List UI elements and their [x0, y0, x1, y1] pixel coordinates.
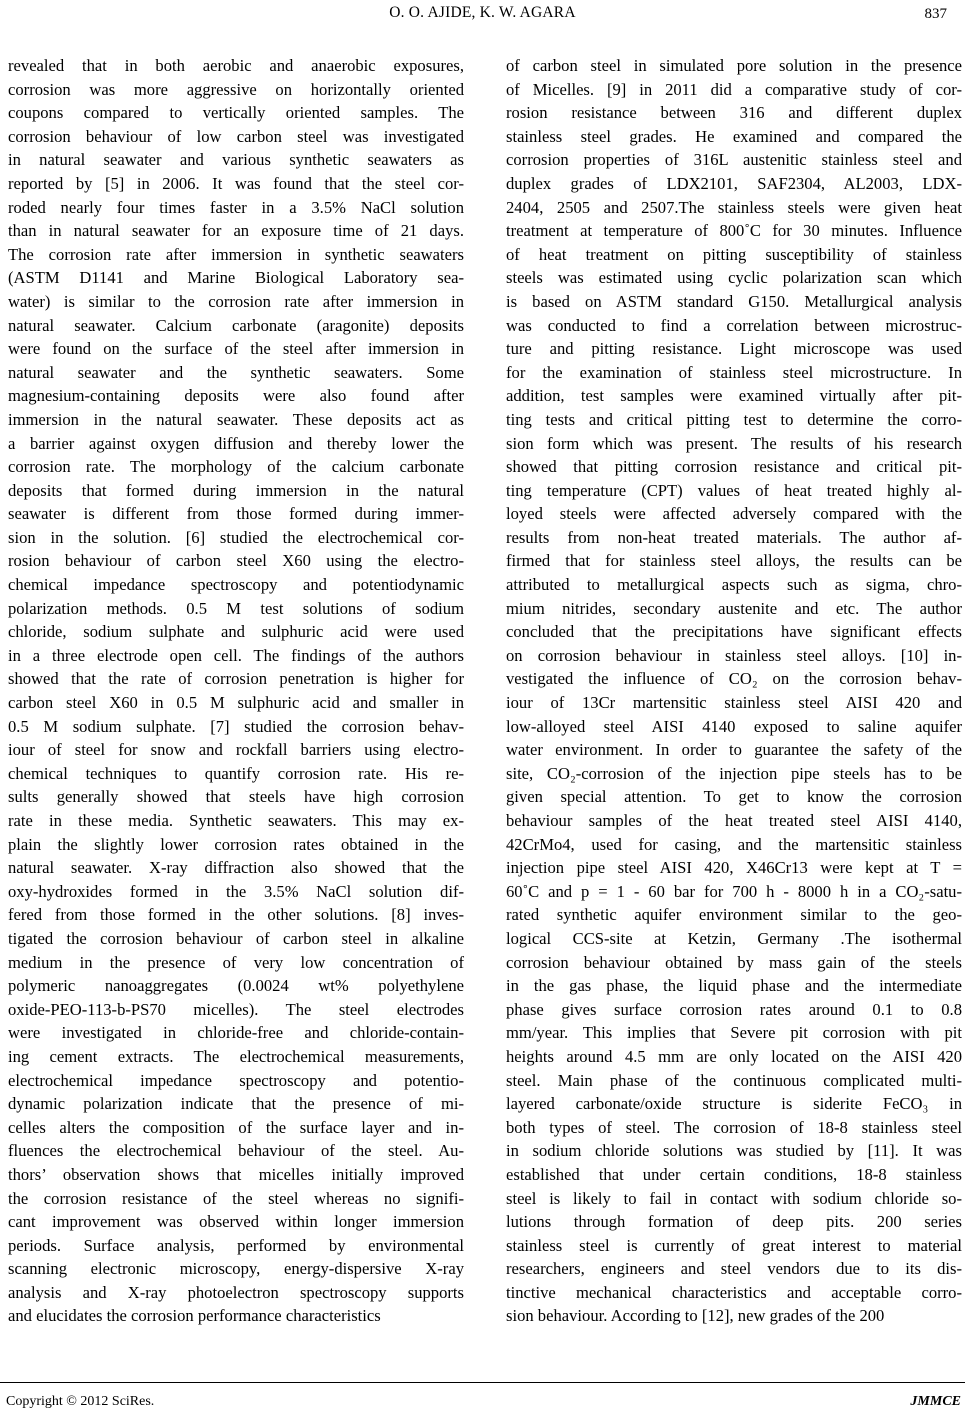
text-line: thors’ observation shows that micelles initially improved — [8, 1164, 464, 1184]
text-line: than in natural seawater for an exposure time of 21 days. — [8, 221, 464, 241]
text-line: iour of 13Cr martensitic stainless steel AISI 420 and — [506, 693, 962, 713]
text-line: vestigated the influence of CO₂ on the corrosion behav- — [506, 669, 962, 689]
text-line: mium nitrides, secondary austenite and etc. The author — [506, 598, 962, 618]
text-line: natural seawater. Calcium carbonate (aragonite) deposits — [8, 315, 464, 335]
text-line: steel. Main phase of the continuous complicated multi- — [506, 1070, 962, 1090]
text-line: loyed steels were affected adversely compared with the — [506, 504, 962, 524]
text-line: the corrosion resistance of the steel whereas no signifi- — [8, 1188, 464, 1208]
text-line: roded nearly four times faster in a 3.5% NaCl solution — [8, 197, 464, 217]
text-line: logical CCS-site at Ketzin, Germany .The isothermal — [506, 928, 962, 948]
page-number: 837 — [924, 6, 947, 22]
text-line: 0.5 M sodium sulphate. [7] studied the corrosion behav- — [8, 716, 464, 736]
text-line: celles alters the composition of the surface layer and in- — [8, 1117, 464, 1137]
footer-rule — [0, 1382, 965, 1383]
text-line: ting tests and critical pitting test to determine the corro- — [506, 409, 962, 429]
text-line: site, CO₂-corrosion of the injection pipe steels has to be — [506, 763, 962, 783]
text-line: rosion behaviour of carbon steel X60 using the electro- — [8, 551, 464, 571]
text-line: mm/year. This implies that Severe pit corrosion with pit — [506, 1023, 962, 1043]
text-line: attributed to metallurgical aspects such as sigma, chro- — [506, 575, 962, 595]
text-line: 2404, 2505 and 2507.The stainless steels were given heat — [506, 197, 962, 217]
text-line: oxide-PEO-113-b-PS70 micelles). The steel electrodes — [8, 999, 464, 1019]
text-line: established that under certain conditions, 18-8 stainless — [506, 1164, 962, 1184]
text-line: addition, test samples were examined virtually after pit- — [506, 386, 962, 406]
text-line: carbon steel X60 in 0.5 M sulphuric acid and smaller in — [8, 693, 464, 713]
text-line: for the examination of stainless steel microstructure. In — [506, 362, 962, 382]
text-line: given special attention. To get to know the corrosion — [506, 787, 962, 807]
text-line: seawater is different from those formed during immer- — [8, 504, 464, 524]
text-line: iour of steel for snow and rockfall barriers using electro- — [8, 740, 464, 760]
text-line: is based on ASTM standard G150. Metallurgical analysis — [506, 291, 962, 311]
text-line: researchers, engineers and steel vendors due to its dis- — [506, 1259, 962, 1279]
text-line: periods. Surface analysis, performed by environmental — [8, 1235, 464, 1255]
text-line: both types of steel. The corrosion of 18-8 stainless steel — [506, 1117, 962, 1137]
text-line: fluences the electrochemical behaviour of the steel. Au- — [8, 1141, 464, 1161]
text-line: stainless steel grades. He examined and compared the — [506, 126, 962, 146]
text-line: was conducted to find a correlation between microstruc- — [506, 315, 962, 335]
text-line: tinctive mechanical characteristics and acceptable corro- — [506, 1282, 962, 1302]
text-line: chloride, sodium sulphate and sulphuric acid were used — [8, 622, 464, 642]
text-line: revealed that in both aerobic and anaerobic exposures, — [8, 56, 464, 75]
text-line: lutions through formation of deep pits. 200 series — [506, 1212, 962, 1232]
text-line: rosion resistance between 316 and different duplex — [506, 103, 962, 123]
text-line: fered from those formed in the other solutions. [8] inves- — [8, 905, 464, 925]
text-line: were investigated in chloride-free and chloride-contain- — [8, 1023, 464, 1043]
text-line: dynamic polarization indicate that the presence of mi- — [8, 1094, 464, 1114]
text-line: oxy-hydroxides formed in the 3.5% NaCl solution dif- — [8, 881, 464, 901]
left-text-column — [8, 54, 464, 1328]
text-line: stainless steel is currently of great interest to material — [506, 1235, 962, 1255]
text-line: analysis and X-ray photoelectron spectroscopy supports — [8, 1282, 464, 1302]
text-line: 42CrMo4, used for casing, and the martensitic stainless — [506, 834, 962, 854]
right-text-column — [506, 54, 962, 1328]
text-line: reported by [5] in 2006. It was found that the steel cor- — [8, 173, 464, 193]
text-line: polymeric nanoaggregates (0.0024 wt% polyethylene — [8, 976, 464, 996]
text-line: ture and pitting resistance. Light microscope was used — [506, 339, 962, 359]
text-line: electrochemical impedance spectroscopy and potentio- — [8, 1070, 464, 1090]
text-line: showed that the rate of corrosion penetration is higher for — [8, 669, 464, 689]
journal-abbreviation: JMMCE — [910, 1394, 961, 1409]
text-line: on corrosion behaviour in stainless steel alloys. [10] in- — [506, 645, 962, 665]
text-line: results from non-heat treated materials. The author af- — [506, 527, 962, 547]
text-line: ting temperature (CPT) values of heat treated highly al- — [506, 480, 962, 500]
text-line: coupons compared to vertically oriented samples. The — [8, 103, 464, 123]
text-line: sion in the solution. [6] studied the electrochemical cor- — [8, 527, 464, 547]
text-line: of heat treatment on pitting susceptibility of stainless — [506, 244, 962, 264]
text-line: water) is similar to the corrosion rate after immersion in — [8, 291, 464, 311]
text-line: 60˚C and p = 1 - 60 bar for 700 h - 8000 h in a CO₂-satu- — [506, 881, 962, 901]
text-line: ing cement extracts. The electrochemical measurements, — [8, 1046, 464, 1066]
text-line: rated synthetic aquifer environment similar to the geo- — [506, 905, 962, 925]
text-line: scanning electronic microscopy, energy-dispersive X-ray — [8, 1259, 464, 1279]
text-line: natural seawater. X-ray diffraction also showed that the — [8, 858, 464, 878]
text-line: duplex grades of LDX2101, SAF2304, AL2003, LDX- — [506, 173, 962, 193]
text-line: plain the slightly lower corrosion rates obtained in the — [8, 834, 464, 854]
text-line: sults generally showed that steels have high corrosion — [8, 787, 464, 807]
text-line: natural seawater and the synthetic seawaters. Some — [8, 362, 464, 382]
text-line: injection pipe steel AISI 420, X46Cr13 were kept at T = — [506, 858, 962, 878]
text-line: chemical impedance spectroscopy and potentiodynamic — [8, 575, 464, 595]
text-line: tigated the corrosion behaviour of carbon steel in alkaline — [8, 928, 464, 948]
text-line: a barrier against oxygen diffusion and thereby lower the — [8, 433, 464, 453]
text-line: cant improvement was observed within longer immersion — [8, 1212, 464, 1232]
running-head: O. O. AJIDE, K. W. AGARA — [389, 4, 576, 21]
text-line: corrosion behaviour of low carbon steel was investigated — [8, 126, 464, 146]
text-line: treatment at temperature of 800˚C for 30 minutes. Influence — [506, 221, 962, 241]
text-line: in natural seawater and various synthetic seawaters as — [8, 150, 464, 170]
text-line: corrosion properties of 316L austenitic stainless steel and — [506, 150, 962, 170]
text-line: steel is likely to fail in contact with sodium chloride so- — [506, 1188, 962, 1208]
text-line: and elucidates the corrosion performance characteristics — [8, 1306, 381, 1326]
text-line: steels was estimated using cyclic polarization scan which — [506, 268, 962, 288]
text-line: of Micelles. [9] in 2011 did a comparative study of cor- — [506, 79, 962, 99]
text-line: corrosion rate. The morphology of the calcium carbonate — [8, 457, 464, 477]
text-line: deposits that formed during immersion in the natural — [8, 480, 464, 500]
text-line: firmed that for stainless steel alloys, the results can be — [506, 551, 962, 571]
text-line: sion behaviour. According to [12], new grades of the 200 — [506, 1306, 885, 1326]
text-line: concluded that the precipitations have significant effects — [506, 622, 962, 642]
text-line: low-alloyed steel AISI 4140 exposed to saline aquifer — [506, 716, 962, 736]
text-line: The corrosion rate after immersion in synthetic seawaters — [8, 244, 464, 264]
text-line: sion form which was present. The results of his research — [506, 433, 962, 453]
text-line: immersion in the natural seawater. These deposits act as — [8, 409, 464, 429]
text-line: in the gas phase, the liquid phase and the intermediate — [506, 976, 962, 996]
text-line: layered carbonate/oxide structure is siderite FeCO₃ in — [506, 1094, 962, 1114]
text-line: medium in the presence of very low concentration of — [8, 952, 464, 972]
page-header — [0, 0, 965, 30]
text-line: in a three electrode open cell. The findings of the authors — [8, 645, 464, 665]
text-line: were found on the surface of the steel after immersion in — [8, 339, 464, 359]
text-line: rate in these media. Synthetic seawaters. This may ex- — [8, 811, 464, 830]
text-line: heights around 4.5 mm are only located on the AISI 420 — [506, 1046, 962, 1066]
text-line: water environment. In order to guarantee the safety of the — [506, 740, 962, 760]
text-line: chemical techniques to quantify corrosion rate. His re- — [8, 763, 464, 783]
text-line: polarization methods. 0.5 M test solutions of sodium — [8, 598, 464, 618]
text-line: (ASTM D1141 and Marine Biological Laboratory sea- — [8, 268, 464, 288]
text-line: magnesium-containing deposits were also found after — [8, 386, 464, 406]
text-line: behaviour samples of the heat treated steel AISI 4140, — [506, 811, 962, 830]
text-line: showed that pitting corrosion resistance and critical pit- — [506, 457, 962, 477]
text-line: corrosion was more aggressive on horizontally oriented — [8, 79, 464, 99]
text-line: of carbon steel in simulated pore solution in the presence — [506, 56, 962, 75]
text-line: in sodium chloride solutions was studied by [11]. It was — [506, 1141, 962, 1161]
text-line: corrosion behaviour obtained by mass gain of the steels — [506, 952, 962, 972]
copyright-notice: Copyright © 2012 SciRes. — [6, 1394, 155, 1409]
text-line: phase gives surface corrosion rates around 0.1 to 0.8 — [506, 999, 962, 1019]
